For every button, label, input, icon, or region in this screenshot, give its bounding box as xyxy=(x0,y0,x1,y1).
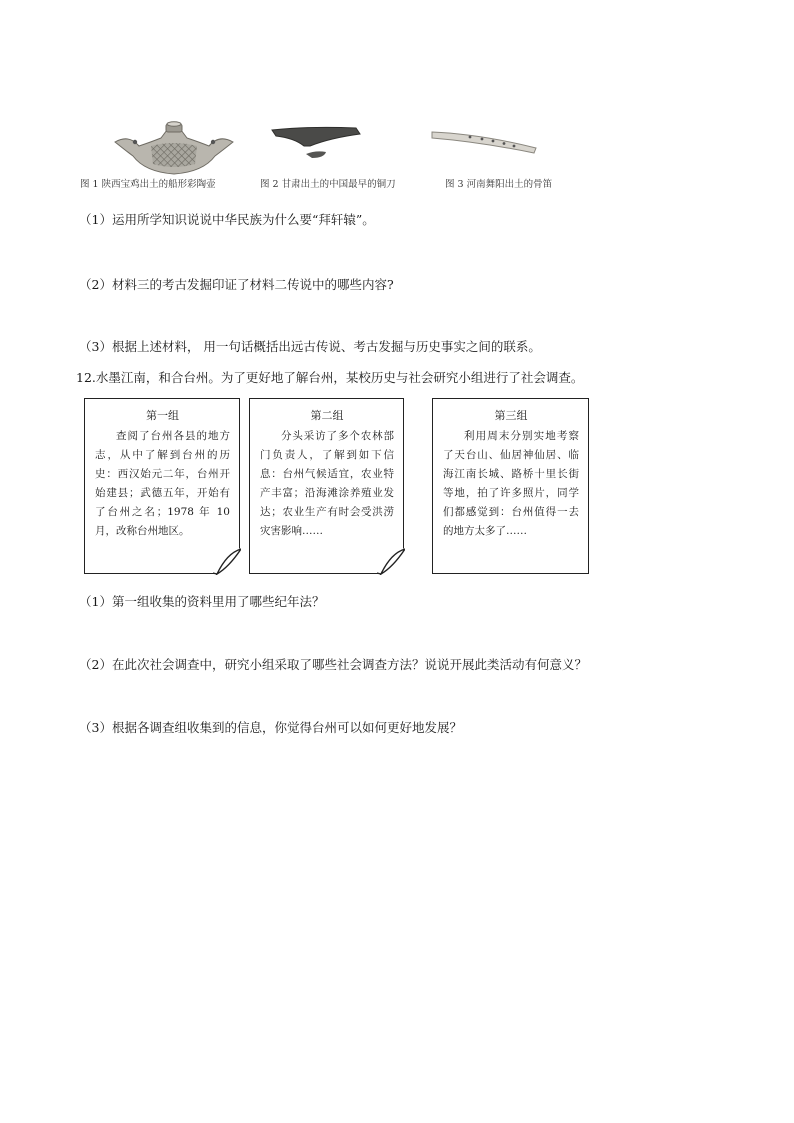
group-1-body: 查阅了台州各县的地方志，从中了解到台州的历史：西汉始元二年，台州开始建县；武德五年，开始有了台州之名；1978 年 10 月，改称台州地区。 xyxy=(95,430,230,537)
group-1-note xyxy=(84,398,240,574)
bone-flute-icon xyxy=(430,126,540,156)
q12-sub1: （1）第一组收集的资料里用了哪些纪年法？ xyxy=(79,594,325,609)
page-curl-icon xyxy=(377,547,405,575)
group-3-note xyxy=(432,398,589,574)
figures-strip xyxy=(75,118,595,198)
group-3-title: 第三组 xyxy=(494,409,528,422)
page-curl-icon xyxy=(213,547,241,575)
group-2-body: 分头采访了多个农林部门负责人，了解到如下信息：台州气候适宜，农业特产丰富；沿海滩涂养殖业发达；农业生产有时会受洪涝灾害影响…… xyxy=(260,430,394,537)
figure-caption-3: 图 3 河南舞阳出土的骨笛 xyxy=(445,179,553,190)
group-2-note xyxy=(249,398,404,574)
group-2-title: 第二组 xyxy=(310,409,344,422)
group-3-body: 利用周末分别实地考察了天台山、仙居神仙居、临海江南长城、路桥十里长街等地，拍了许多照片，同学们都感觉到：台州值得一去的地方太多了…… xyxy=(443,430,579,537)
q12-sub2: （2）在此次社会调查中，研究小组采取了哪些社会调查方法？说说开展此类活动有何意义？ xyxy=(79,657,587,672)
bronze-knife-icon xyxy=(270,124,400,162)
q12-stem: 12.水墨江南，和合台州。为了更好地了解台州，某校历史与社会研究小组进行了社会调查。 xyxy=(76,370,584,385)
q11-sub3: （3）根据上述材料， 用一句话概括出远古传说、考古发掘与历史事实之间的联系。 xyxy=(79,339,541,354)
q11-sub2: （2）材料三的考古发掘印证了材料二传说中的哪些内容? xyxy=(79,277,394,292)
figure-caption-1: 图 1 陕西宝鸡出土的船形彩陶壶 xyxy=(80,179,216,190)
group-1-title: 第一组 xyxy=(146,409,179,422)
figure-caption-2: 图 2 甘肃出土的中国最早的铜刀 xyxy=(260,179,396,190)
boat-shaped-pottery-pot-icon xyxy=(111,120,237,176)
q11-sub1: （1）运用所学知识说说中华民族为什么要“拜轩辕”。 xyxy=(79,212,375,227)
q12-sub3: （3）根据各调查组收集到的信息，你觉得台州可以如何更好地发展？ xyxy=(79,720,462,735)
